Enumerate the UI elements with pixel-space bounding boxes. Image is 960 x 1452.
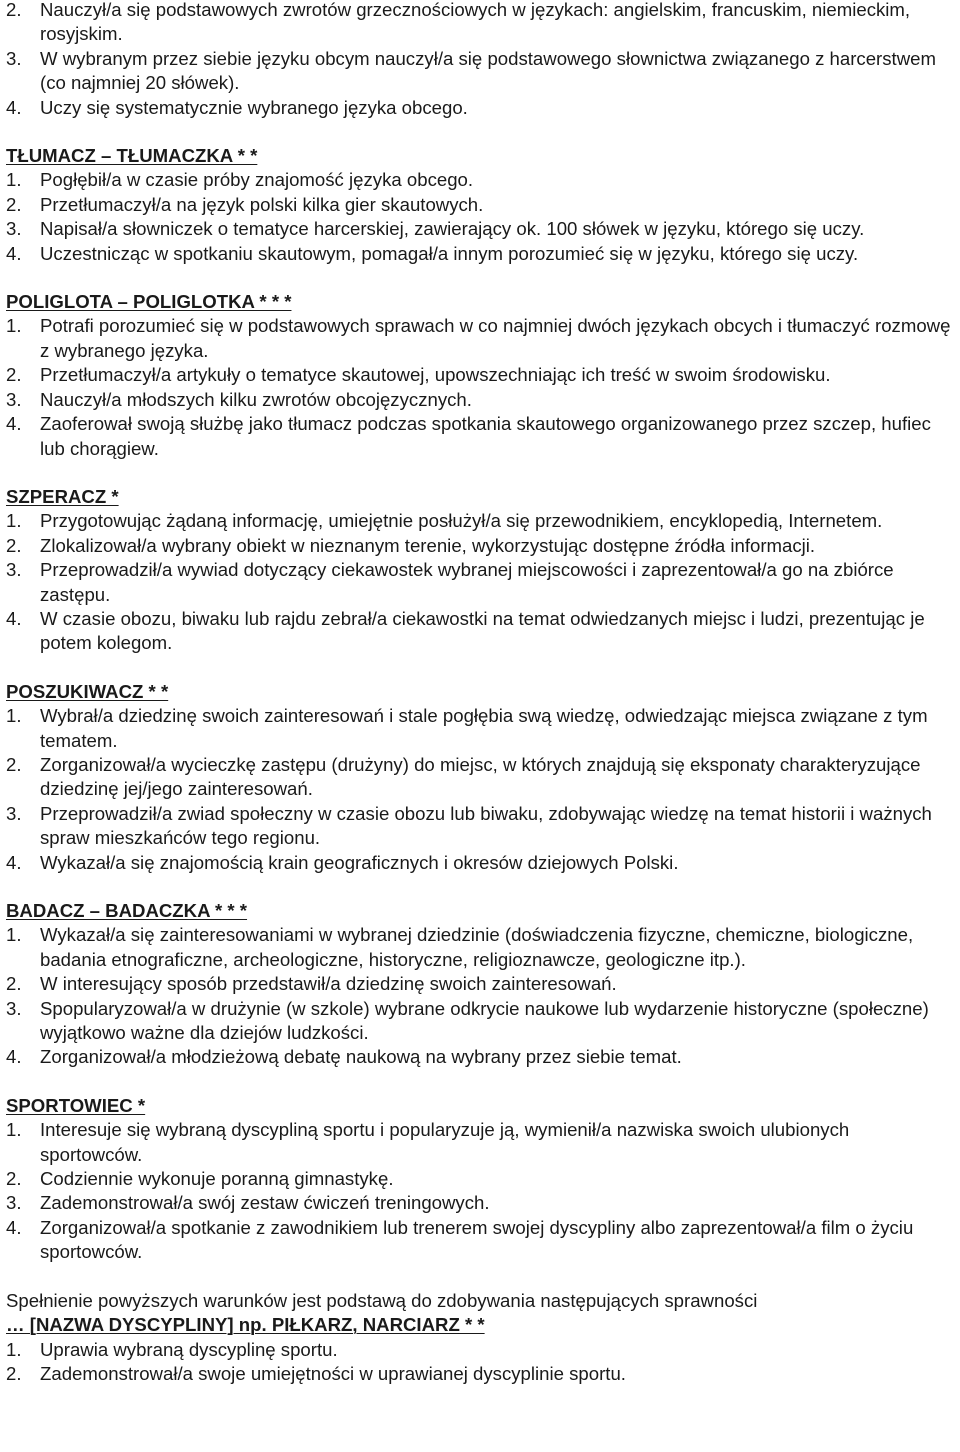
requirements-list bbox=[6, 1118, 956, 1264]
item-text: Zorganizował/a młodzieżową debatę naukową na wybrany przez siebie temat. bbox=[40, 1046, 682, 1068]
list-item bbox=[6, 509, 956, 533]
list-item bbox=[6, 851, 956, 875]
section-heading: POSZUKIWACZ * * bbox=[6, 680, 169, 702]
item-text: Zademonstrował/a swój zestaw ćwiczeń treningowych. bbox=[40, 1192, 490, 1214]
list-item bbox=[6, 1216, 956, 1265]
item-text: Potrafi porozumieć się w podstawowych sprawach w co najmniej dwóch językach obcych i tłumaczyć rozmowę z wybranego języka. bbox=[40, 315, 951, 361]
list-item bbox=[6, 997, 956, 1046]
item-text: Spopularyzował/a w drużynie (w szkole) wybrane odkrycie naukowe lub wydarzenie historyczne (społeczne) wyjątkowo ważne dla dziejów ludzkości. bbox=[40, 997, 929, 1044]
badge-section-badacz bbox=[6, 899, 956, 1070]
item-number: 1. bbox=[6, 510, 22, 532]
section-heading: SZPERACZ * bbox=[6, 485, 119, 507]
list-item bbox=[6, 96, 956, 120]
item-number: 2. bbox=[6, 973, 22, 995]
item-number: 2. bbox=[6, 364, 22, 386]
item-number: 4. bbox=[6, 1216, 22, 1238]
item-number: 4. bbox=[6, 242, 22, 264]
list-item bbox=[6, 534, 956, 558]
item-number: 1. bbox=[6, 1119, 22, 1141]
badge-section-sportowiec bbox=[6, 1094, 956, 1265]
section-heading: BADACZ – BADACZKA * * * bbox=[6, 900, 248, 921]
item-text: Przetłumaczył/a na język polski kilka gier skautowych. bbox=[40, 193, 484, 215]
item-number: 4. bbox=[6, 1046, 22, 1068]
list-item bbox=[6, 1362, 956, 1386]
item-text: Przeprowadził/a zwiad społeczny w czasie obozu lub biwaku, zdobywając wiedzę na temat historii i ważnych spraw mieszkańców tego regionu. bbox=[40, 802, 932, 849]
list-item bbox=[6, 972, 956, 996]
section-heading: SPORTOWIEC * bbox=[6, 1094, 146, 1116]
list-item bbox=[6, 363, 956, 387]
item-text: Zademonstrował/a swoje umiejętności w uprawianej dyscyplinie sportu. bbox=[40, 1362, 626, 1384]
list-item bbox=[6, 1167, 956, 1191]
conditions-note: Spełnienie powyższych warunków jest podstawą do zdobywania następujących sprawności bbox=[6, 1289, 758, 1311]
item-text: Wykazał/a się zainteresowaniami w wybranej dziedzinie (doświadczenia fizyczne, chemiczne, biologiczne, badania etnograficzne, archeologiczne, historyczne, religioznawcze, geologiczne itp.). bbox=[40, 924, 914, 970]
section-heading: POLIGLOTA – POLIGLOTKA * * * bbox=[6, 291, 292, 313]
list-item bbox=[6, 412, 956, 461]
item-number: 2. bbox=[6, 753, 22, 775]
badge-section-poliglota bbox=[6, 290, 956, 461]
requirements-list bbox=[6, 923, 956, 1069]
badge-section-dyscyplina bbox=[6, 1313, 956, 1386]
item-text: Zaoferował swoją służbę jako tłumacz podczas spotkania skautowego organizowanego przez szczep, hufiec lub chorągiew. bbox=[40, 413, 931, 459]
item-text: Zlokalizował/a wybrany obiekt w nieznanym terenie, wykorzystując dostępne źródła informacji. bbox=[40, 534, 816, 556]
item-number: 3. bbox=[6, 47, 22, 69]
document-page bbox=[6, 0, 956, 1386]
item-number: 3. bbox=[6, 218, 22, 240]
item-number: 2. bbox=[6, 534, 22, 556]
list-item bbox=[6, 753, 956, 802]
item-text: Nauczył/a młodszych kilku zwrotów obcojęzycznych. bbox=[40, 388, 472, 410]
item-text: Napisał/a słowniczek o tematyce harcerskiej, zawierający ok. 100 słówek w języku, którego się uczy. bbox=[40, 218, 865, 240]
item-text: Uprawia wybraną dyscyplinę sportu. bbox=[40, 1338, 338, 1360]
item-number: 3. bbox=[6, 559, 22, 581]
item-number: 4. bbox=[6, 607, 22, 629]
item-text: Przygotowując żądaną informację, umiejętnie posłużył/a się przewodnikiem, encyklopedią, Internetem. bbox=[40, 510, 883, 532]
item-number: 1. bbox=[6, 1338, 22, 1360]
requirements-list bbox=[6, 314, 956, 460]
list-item bbox=[6, 168, 956, 192]
requirements-list bbox=[6, 509, 956, 655]
list-item bbox=[6, 704, 956, 753]
list-item bbox=[6, 388, 956, 412]
list-item bbox=[6, 0, 956, 47]
item-number: 2. bbox=[6, 0, 22, 20]
item-number: 2. bbox=[6, 193, 22, 215]
item-text: W wybranym przez siebie języku obcym nauczył/a się podstawowego słownictwa związanego z harcerstwem (co najmniej 20 słówek). bbox=[40, 47, 936, 94]
badge-section-poszukiwacz bbox=[6, 680, 956, 875]
list-item bbox=[6, 193, 956, 217]
item-number: 2. bbox=[6, 1168, 22, 1190]
list-item bbox=[6, 217, 956, 241]
item-number: 1. bbox=[6, 924, 22, 946]
item-text: Pogłębił/a w czasie próby znajomość języka obcego. bbox=[40, 169, 474, 191]
requirements-list bbox=[6, 1338, 956, 1387]
section-heading: TŁUMACZ – TŁUMACZKA * * bbox=[6, 145, 258, 167]
item-text: Przetłumaczył/a artykuły o tematyce skautowej, upowszechniając ich treść w swoim środowisku. bbox=[40, 364, 831, 386]
list-item bbox=[6, 607, 956, 656]
list-item bbox=[6, 47, 956, 96]
item-text: Codziennie wykonuje poranną gimnastykę. bbox=[40, 1168, 394, 1190]
list-item bbox=[6, 314, 956, 363]
requirements-list bbox=[6, 168, 956, 266]
item-text: Wybrał/a dziedzinę swoich zainteresowań i stale pogłębia swą wiedzę, odwiedzając miejsca związane z tym tematem. bbox=[40, 705, 928, 751]
badge-section-szperacz bbox=[6, 485, 956, 656]
intro-list bbox=[6, 0, 956, 120]
item-number: 3. bbox=[6, 802, 22, 824]
list-item bbox=[6, 1118, 956, 1167]
item-number: 3. bbox=[6, 388, 22, 410]
item-text: Interesuje się wybraną dyscypliną sportu i popularyzuje ją, wymienił/a nazwiska swoich ulubionych sportowców. bbox=[40, 1119, 850, 1165]
item-number: 3. bbox=[6, 997, 22, 1019]
item-text: W czasie obozu, biwaku lub rajdu zebrał/a ciekawostki na temat odwiedzanych miejsc i ludzi, prezentując je potem kolegom. bbox=[40, 607, 925, 654]
item-number: 2. bbox=[6, 1362, 22, 1384]
item-text: W interesujący sposób przedstawił/a dziedzinę swoich zainteresowań. bbox=[40, 973, 617, 995]
list-item bbox=[6, 1191, 956, 1215]
item-number: 1. bbox=[6, 315, 22, 337]
section-heading: … [NAZWA DYSCYPLINY] np. PIŁKARZ, NARCIARZ * * bbox=[6, 1314, 485, 1336]
item-number: 1. bbox=[6, 705, 22, 727]
badge-section-tlumacz bbox=[6, 144, 956, 266]
item-text: Zorganizował/a spotkanie z zawodnikiem lub trenerem swojej dyscypliny albo zaprezentował/a film o życiu sportowców. bbox=[40, 1216, 914, 1263]
requirements-list bbox=[6, 704, 956, 875]
list-item bbox=[6, 558, 956, 607]
list-item bbox=[6, 923, 956, 972]
item-text: Przeprowadził/a wywiad dotyczący ciekawostek wybranej miejscowości i zaprezentował/a go na zbiórce zastępu. bbox=[40, 559, 894, 605]
item-text: Nauczył/a się podstawowych zwrotów grzecznościowych w językach: angielskim, francuskim, niemieckim, rosyjskim. bbox=[40, 0, 911, 45]
list-item bbox=[6, 242, 956, 266]
item-number: 3. bbox=[6, 1192, 22, 1214]
list-item bbox=[6, 1045, 956, 1069]
item-text: Uczy się systematycznie wybranego języka obcego. bbox=[40, 96, 468, 118]
list-item bbox=[6, 802, 956, 851]
item-number: 4. bbox=[6, 413, 22, 435]
item-text: Wykazał/a się znajomością krain geograficznych i okresów dziejowych Polski. bbox=[40, 851, 679, 873]
item-text: Uczestnicząc w spotkaniu skautowym, pomagał/a innym porozumieć się w języku, którego się uczy. bbox=[40, 242, 859, 264]
item-number: 1. bbox=[6, 169, 22, 191]
item-text: Zorganizował/a wycieczkę zastępu (drużyny) do miejsc, w których znajdują się eksponaty charakteryzujące dziedzinę jej/jego zainteresowań. bbox=[40, 753, 921, 800]
item-number: 4. bbox=[6, 851, 22, 873]
item-number: 4. bbox=[6, 96, 22, 118]
list-item bbox=[6, 1338, 956, 1362]
